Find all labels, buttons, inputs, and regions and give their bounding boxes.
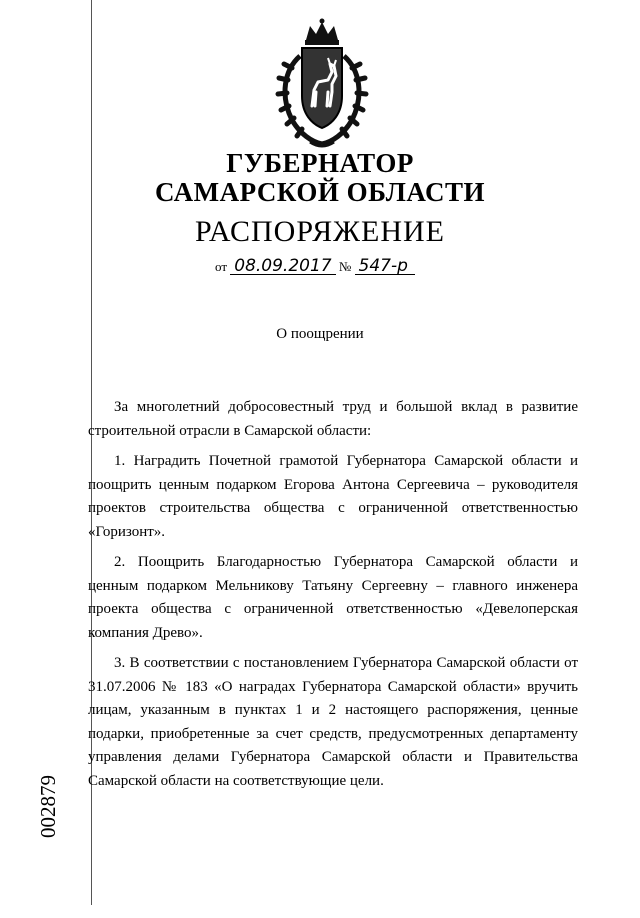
date-from-label: от — [215, 259, 228, 274]
authority-title-line1: ГУБЕРНАТОР — [226, 148, 414, 178]
authority-title-line2: САМАРСКОЙ ОБЛАСТИ — [154, 177, 486, 207]
samara-coat-of-arms-icon — [270, 18, 374, 150]
document-subject: О поощрении — [276, 326, 364, 342]
document-body — [88, 396, 578, 800]
document-number: 547-р — [355, 258, 415, 275]
item-2: 2. Поощрить Благодарностью Губернатора Самарской области и ценным подарком Мельникову Татьяну Сергеевну – главного инженера проекта общества с ограниченной ответственностью «Девелоперская компания Древо». — [88, 554, 578, 641]
margin-stamp-number: 002879 — [36, 775, 60, 838]
number-label: № — [338, 259, 352, 274]
item-1: 1. Наградить Почетной грамотой Губернатора Самарской области и поощрить ценным подарком Егорова Антона Сергеевича – руководителя проектов строительства общества с ограниченной ответственностью «Горизонт». — [88, 453, 578, 540]
document-date: 08.09.2017 — [230, 258, 335, 275]
dateline — [215, 258, 415, 275]
intro-paragraph: За многолетний добросовестный труд и большой вклад в развитие строительной отрасли в Самарской области: — [88, 399, 578, 439]
document-type: РАСПОРЯЖЕНИЕ — [194, 215, 446, 248]
margin-stamp-wrapper — [36, 775, 66, 918]
item-3: 3. В соответствии с постановлением Губернатора Самарской области от 31.07.2006 № 183 «О наградах Губернатора Самарской области» вручить лицам, указанным в пунктах 1 и 2 настоящего распоряжения, ценные подарки, приобретенные за счет средств, предусмотренных департаменту управления делами Губернатора Самарской области и Правительства Самарской области на соответствующие цели. — [88, 655, 578, 789]
